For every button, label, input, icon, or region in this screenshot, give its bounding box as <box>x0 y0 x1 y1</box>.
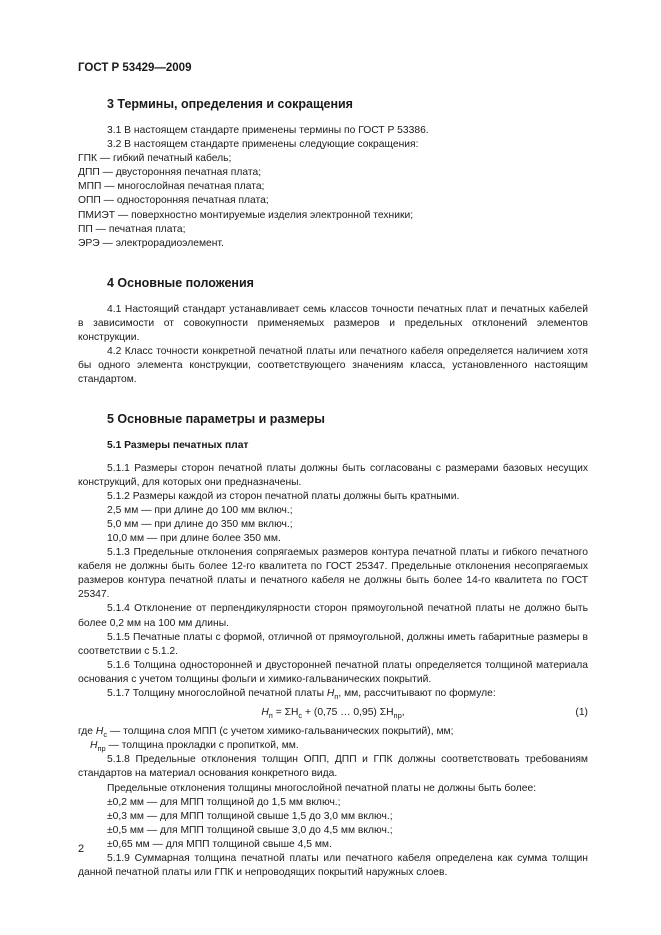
formula-tail: + (0,75 … 0,95) ΣH <box>302 707 394 719</box>
where-line-1 <box>78 725 588 739</box>
p517-lead: 5.1.7 Толщину многослойной печатной платы <box>107 688 327 699</box>
where-H: H <box>95 726 104 738</box>
tolerance-item: ±0,3 мм — для МПП толщиной свыше 1,5 до 3,0 мм включ.; <box>107 810 393 822</box>
abbr-item: ЭРЭ — электрорадиоэлемент. <box>78 237 224 249</box>
subsection-5-1-title: 5.1 Размеры печатных плат <box>107 440 249 452</box>
where-desc-1: — толщина слоя МПП (с учетом химико-гальванических покрытий), мм; <box>107 726 454 738</box>
paragraph-4-1: 4.1 Настоящий стандарт устанавливает семь классов точности печатных плат и печатных кабелей в зависимости от совокупности применяемых размеров и предельных отклонений элементов конструкции. <box>78 303 588 344</box>
formula-1 <box>78 706 588 720</box>
section-5-title: 5 Основные параметры и размеры <box>107 412 325 427</box>
size-item: 2,5 мм — при длине до 100 мм включ.; <box>107 504 293 516</box>
formula-H: H <box>261 707 269 719</box>
section-3-title: 3 Термины, определения и сокращения <box>107 97 353 111</box>
formula-number: (1) <box>575 707 588 719</box>
where-H2: H <box>90 740 98 752</box>
size-item: 5,0 мм — при длине до 350 мм включ.; <box>107 518 293 530</box>
paragraph-5-1-5: 5.1.5 Печатные платы с формой, отличной от прямоугольной, должны иметь габаритные размеры в соответствии с 5.1.2. <box>78 631 588 657</box>
sub-p: п <box>334 692 339 701</box>
paragraph-5-1-6: 5.1.6 Толщина односторонней и двусторонней печатной платы определяется толщиной материала основания с учетом толщины фольги и химико-гальванических покрытий. <box>78 659 588 685</box>
paragraph-3-1: 3.1 В настоящем стандарте применены термины по ГОСТ Р 53386. <box>107 125 429 136</box>
abbr-item: ПМИЭТ — поверхностно монтируемые изделия электронной техники; <box>78 209 414 221</box>
paragraph-5-1-2: 5.1.2 Размеры каждой из сторон печатной платы должны быть кратными. <box>107 490 460 502</box>
tolerance-item: ±0,2 мм — для МПП толщиной до 1,5 мм включ.; <box>107 796 341 808</box>
document-header: ГОСТ Р 53429—2009 <box>78 62 192 74</box>
paragraph-4-2: 4.2 Класс точности конкретной печатной платы или печатного кабеля определяется наличием хотя бы одного элемента конструкции, соответствующего значениям класса, установленного настоящим стандартом. <box>78 346 588 386</box>
paragraph-5-1-7 <box>78 687 588 701</box>
paragraph-5-1-8b: Предельные отклонения толщины многослойной печатной платы не должны быть более: <box>107 782 537 794</box>
paragraph-5-1-1: 5.1.1 Размеры сторон печатной платы должны быть согласованы с размерами базовых несущих конструкций, для которых они предназначены. <box>78 462 588 488</box>
paragraph-3-2: 3.2 В настоящем стандарте применены следующие сокращения: <box>107 139 419 151</box>
section-3 <box>78 96 588 251</box>
p517-tail: , мм, рассчитывают по формуле: <box>338 688 496 699</box>
formula-mid: = ΣH <box>272 707 299 719</box>
section-4 <box>78 275 588 388</box>
where-line-2 <box>90 739 588 753</box>
where-desc-2: — толщина прокладки с пропиткой, мм. <box>105 740 299 752</box>
where-sub-c: с <box>103 730 108 740</box>
formula-expression <box>261 706 404 720</box>
formula-sub-pr: пр <box>393 711 402 721</box>
abbr-item: ДПП — двусторонняя печатная плата; <box>78 167 262 179</box>
var-H: H <box>326 688 335 699</box>
page-body <box>78 96 588 894</box>
section-4-title: 4 Основные положения <box>107 275 254 290</box>
where-sub-pr: пр <box>97 744 106 754</box>
paragraph-5-1-3: 5.1.3 Предельные отклонения сопрягаемых размеров контура печатной платы и гибкого печатного кабеля не должны быть более 12-го квалитета по ГОСТ 25347. Предельные отклонения несопрягаемых размеров контура печатной платы и печатного кабеля не должны быть более 14-го квалитета по ГОСТ 25347. <box>78 547 588 601</box>
paragraph-5-1-4: 5.1.4 Отклонение от перпендикулярности сторон прямоугольной печатной платы не должно быть более 0,2 мм на 100 мм длины. <box>78 603 588 629</box>
abbr-item: ОПП — односторонняя печатная плата; <box>78 195 269 207</box>
tolerance-item: ±0,65 мм — для МПП толщиной свыше 4,5 мм. <box>107 838 332 850</box>
abbr-item: ГПК — гибкий печатный кабель; <box>78 153 232 165</box>
abbr-item: МПП — многослойная печатная плата; <box>78 181 265 193</box>
formula-comma: , <box>401 707 405 719</box>
section-5 <box>78 411 588 880</box>
formula-sub-p: п <box>268 711 273 721</box>
formula-sub-c: с <box>298 711 303 721</box>
abbr-item: ПП — печатная плата; <box>78 223 186 235</box>
where-lead: где <box>78 726 96 738</box>
page-number: 2 <box>78 843 85 855</box>
size-item: 10,0 мм — при длине более 350 мм. <box>107 532 281 544</box>
tolerance-item: ±0,5 мм — для МПП толщиной свыше 3,0 до 4,5 мм включ.; <box>107 824 393 836</box>
paragraph-5-1-8: 5.1.8 Предельные отклонения толщин ОПП, ДПП и ГПК должны соответствовать требованиям стандартов на материал основания конкретного вида. <box>78 754 588 780</box>
paragraph-5-1-9: 5.1.9 Суммарная толщина печатной платы или печатного кабеля определена как сумма толщин данной печатной платы или ГПК и непроводящих покрытий наружных слоев. <box>78 853 588 879</box>
